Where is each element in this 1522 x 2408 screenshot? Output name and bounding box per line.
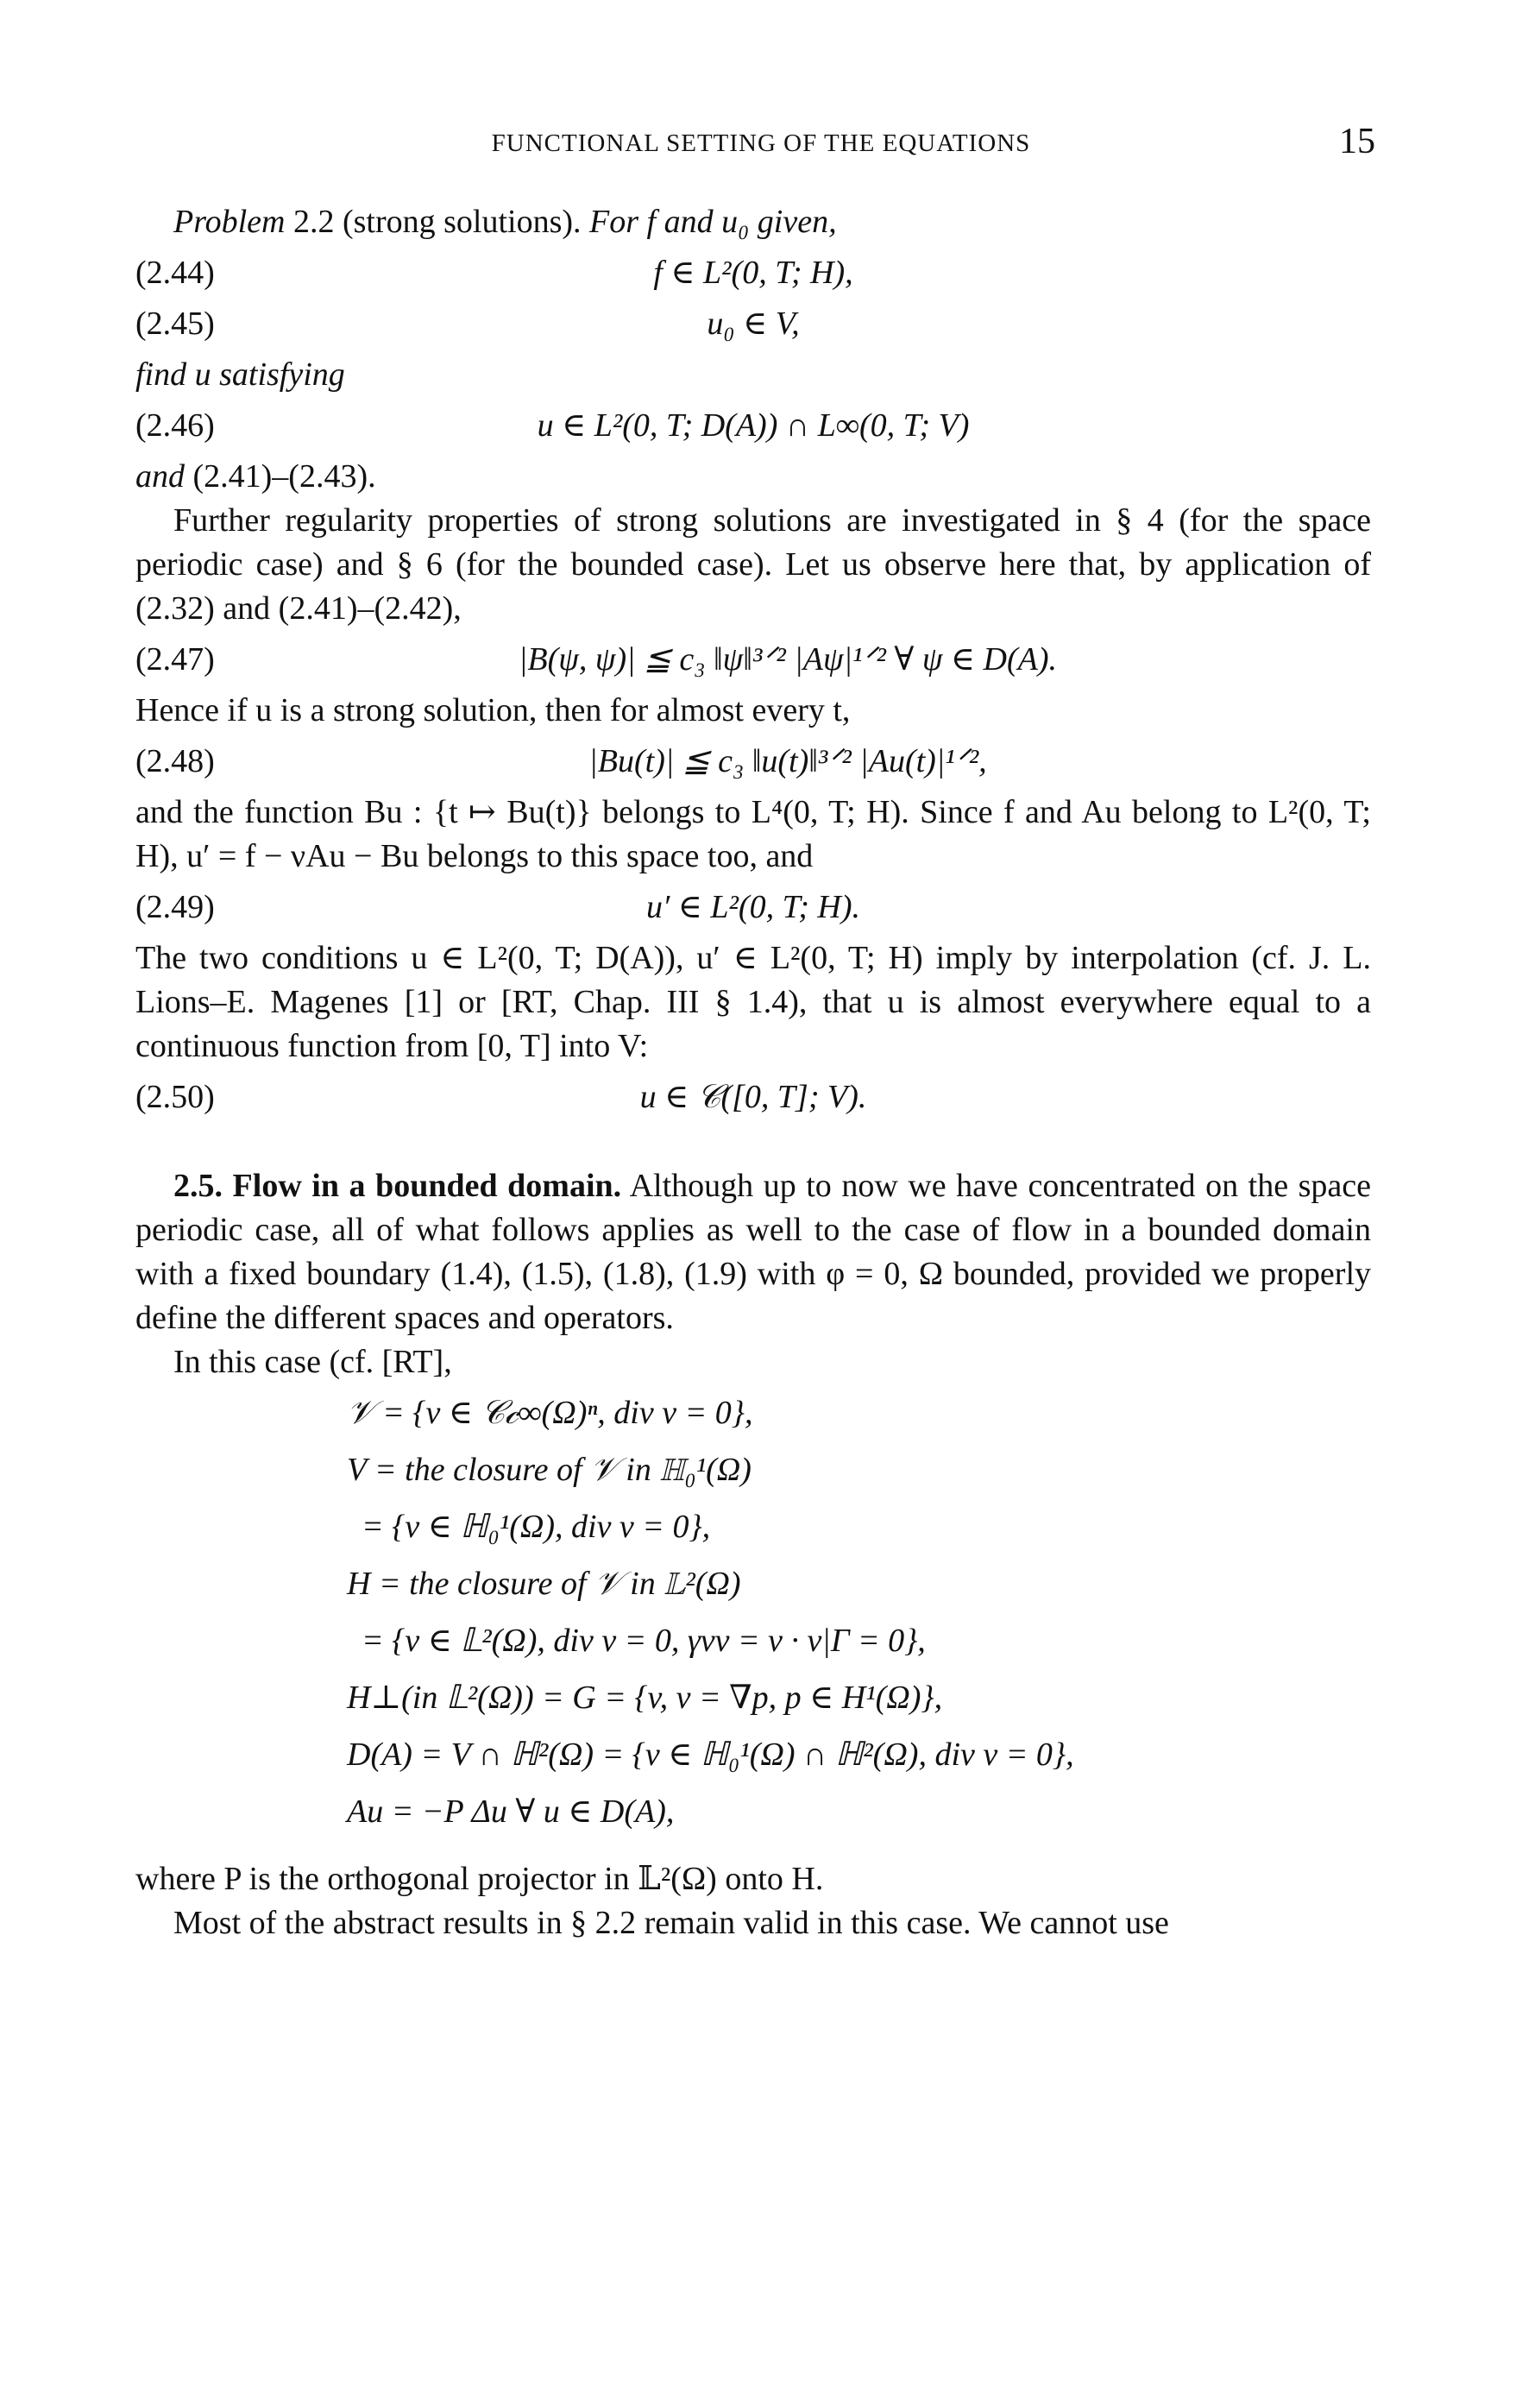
definition-line: 𝒱 = {v ∈ 𝒞𝒸∞(Ω)ⁿ, div v = 0}, xyxy=(347,1395,753,1431)
equation-2-44 xyxy=(135,251,1371,295)
equation-body: f ∈ L²(0, T; H), xyxy=(653,255,853,291)
definition-line: H = the closure of 𝒱 in 𝕃²(Ω) xyxy=(347,1566,741,1602)
problem-statement xyxy=(173,200,1371,244)
equation-2-48 xyxy=(135,740,1371,784)
equation-2-46 xyxy=(135,404,1371,448)
body-text xyxy=(135,200,1371,1945)
equation-body: |B(ψ, ψ)| ≦ c₃ ‖ψ‖³ᐟ² |Aψ|¹ᐟ² ∀ ψ ∈ D(A). xyxy=(518,641,1058,678)
definition-line: Au = −P Δu ∀ u ∈ D(A), xyxy=(347,1793,675,1830)
equation-body: u ∈ L²(0, T; D(A)) ∩ L∞(0, T; V) xyxy=(537,407,970,444)
equation-body: u ∈ 𝒞([0, T]; V). xyxy=(639,1079,867,1115)
problem-find: find u satisfying xyxy=(135,356,345,393)
definition-line: = {v ∈ ℍ₀¹(Ω), div v = 0}, xyxy=(362,1509,711,1545)
equation-2-45 xyxy=(135,302,1371,346)
equation-body: u₀ ∈ V, xyxy=(707,306,800,342)
equation-body: |Bu(t)| ≦ c₃ ‖u(t)‖³ᐟ² |Au(t)|¹ᐟ², xyxy=(588,743,987,779)
paragraph-strong-solution: Hence if u is a strong solution, then for almost every t, xyxy=(135,692,851,728)
equation-number: (2.49) xyxy=(135,889,215,925)
paragraph-regularity: Further regularity properties of strong solutions are investigated in § 4 (for the space periodic case) and § 6 (for the bounded case). Let us observe here that, by application of (2.32) and (2.41)–(2.42), xyxy=(135,502,1371,627)
equation-refs: (2.41)–(2.43). xyxy=(192,458,376,495)
problem-intro: For f and u₀ given, xyxy=(589,204,837,240)
paragraph-function-bu: and the function Bu : {t ↦ Bu(t)} belongs to L⁴(0, T; H). Since f and Au belong to L²(0, T; H), u′ = f − νAu − Bu belongs to this space too, and xyxy=(135,794,1371,874)
problem-label: Problem xyxy=(173,204,286,240)
equation-2-50 xyxy=(135,1075,1371,1119)
problem-and-refs xyxy=(135,455,1371,499)
running-title: FUNCTIONAL SETTING OF THE EQUATIONS xyxy=(491,129,1031,157)
equation-number: (2.50) xyxy=(135,1079,215,1115)
section-text: Although up to now we have concentrated on the space periodic case, all of what follows applies as well to the case of flow in a bounded domain with a fixed boundary (1.4), (1.5), (1.8), (1.9) with φ = 0, Ω bounded, provided we properly define the different spaces and operators. xyxy=(135,1168,1371,1336)
space-definitions xyxy=(135,1391,1371,1847)
and-word: and xyxy=(135,458,185,495)
equation-number: (2.48) xyxy=(135,743,215,779)
problem-number-title: 2.2 (strong solutions). xyxy=(292,204,582,240)
paragraph-in-this-case: In this case (cf. [RT], xyxy=(173,1344,452,1380)
paragraph-abstract-results: Most of the abstract results in § 2.2 remain valid in this case. We cannot use xyxy=(173,1905,1169,1941)
definition-line: H⊥(in 𝕃²(Ω)) = G = {v, v = ∇p, p ∈ H¹(Ω)}, xyxy=(347,1680,943,1716)
definition-line: D(A) = V ∩ ℍ²(Ω) = {v ∈ ℍ₀¹(Ω) ∩ ℍ²(Ω), div v = 0}, xyxy=(347,1737,1074,1773)
section-spacer xyxy=(135,1126,1371,1164)
equation-number: (2.47) xyxy=(135,641,215,678)
definition-line: V = the closure of 𝒱 in ℍ₀¹(Ω) xyxy=(347,1452,752,1488)
equation-number: (2.45) xyxy=(135,306,215,342)
section-2-5-paragraph xyxy=(135,1164,1371,1340)
equation-body: u′ ∈ L²(0, T; H). xyxy=(645,889,861,925)
equation-2-49 xyxy=(135,886,1371,930)
equation-number: (2.44) xyxy=(135,255,215,291)
equation-number: (2.46) xyxy=(135,407,215,444)
section-title: Flow in a bounded domain. xyxy=(232,1168,622,1204)
section-number: 2.5. xyxy=(173,1168,223,1204)
paragraph-interpolation: The two conditions u ∈ L²(0, T; D(A)), u′ ∈ L²(0, T; H) imply by interpolation (cf. J. L. Lions–E. Magenes [1] or [RT, Chap. III § 1.4), that u is almost everywhere equal to a continuous function from [0, T] into V: xyxy=(135,940,1371,1064)
definition-line: = {v ∈ 𝕃²(Ω), div v = 0, γνv = v · ν|Γ = 0}, xyxy=(362,1623,926,1659)
paragraph-projector: where P is the orthogonal projector in 𝕃²(Ω) onto H. xyxy=(135,1861,824,1897)
equation-2-47 xyxy=(135,638,1371,682)
page-number: 15 xyxy=(1339,122,1375,161)
